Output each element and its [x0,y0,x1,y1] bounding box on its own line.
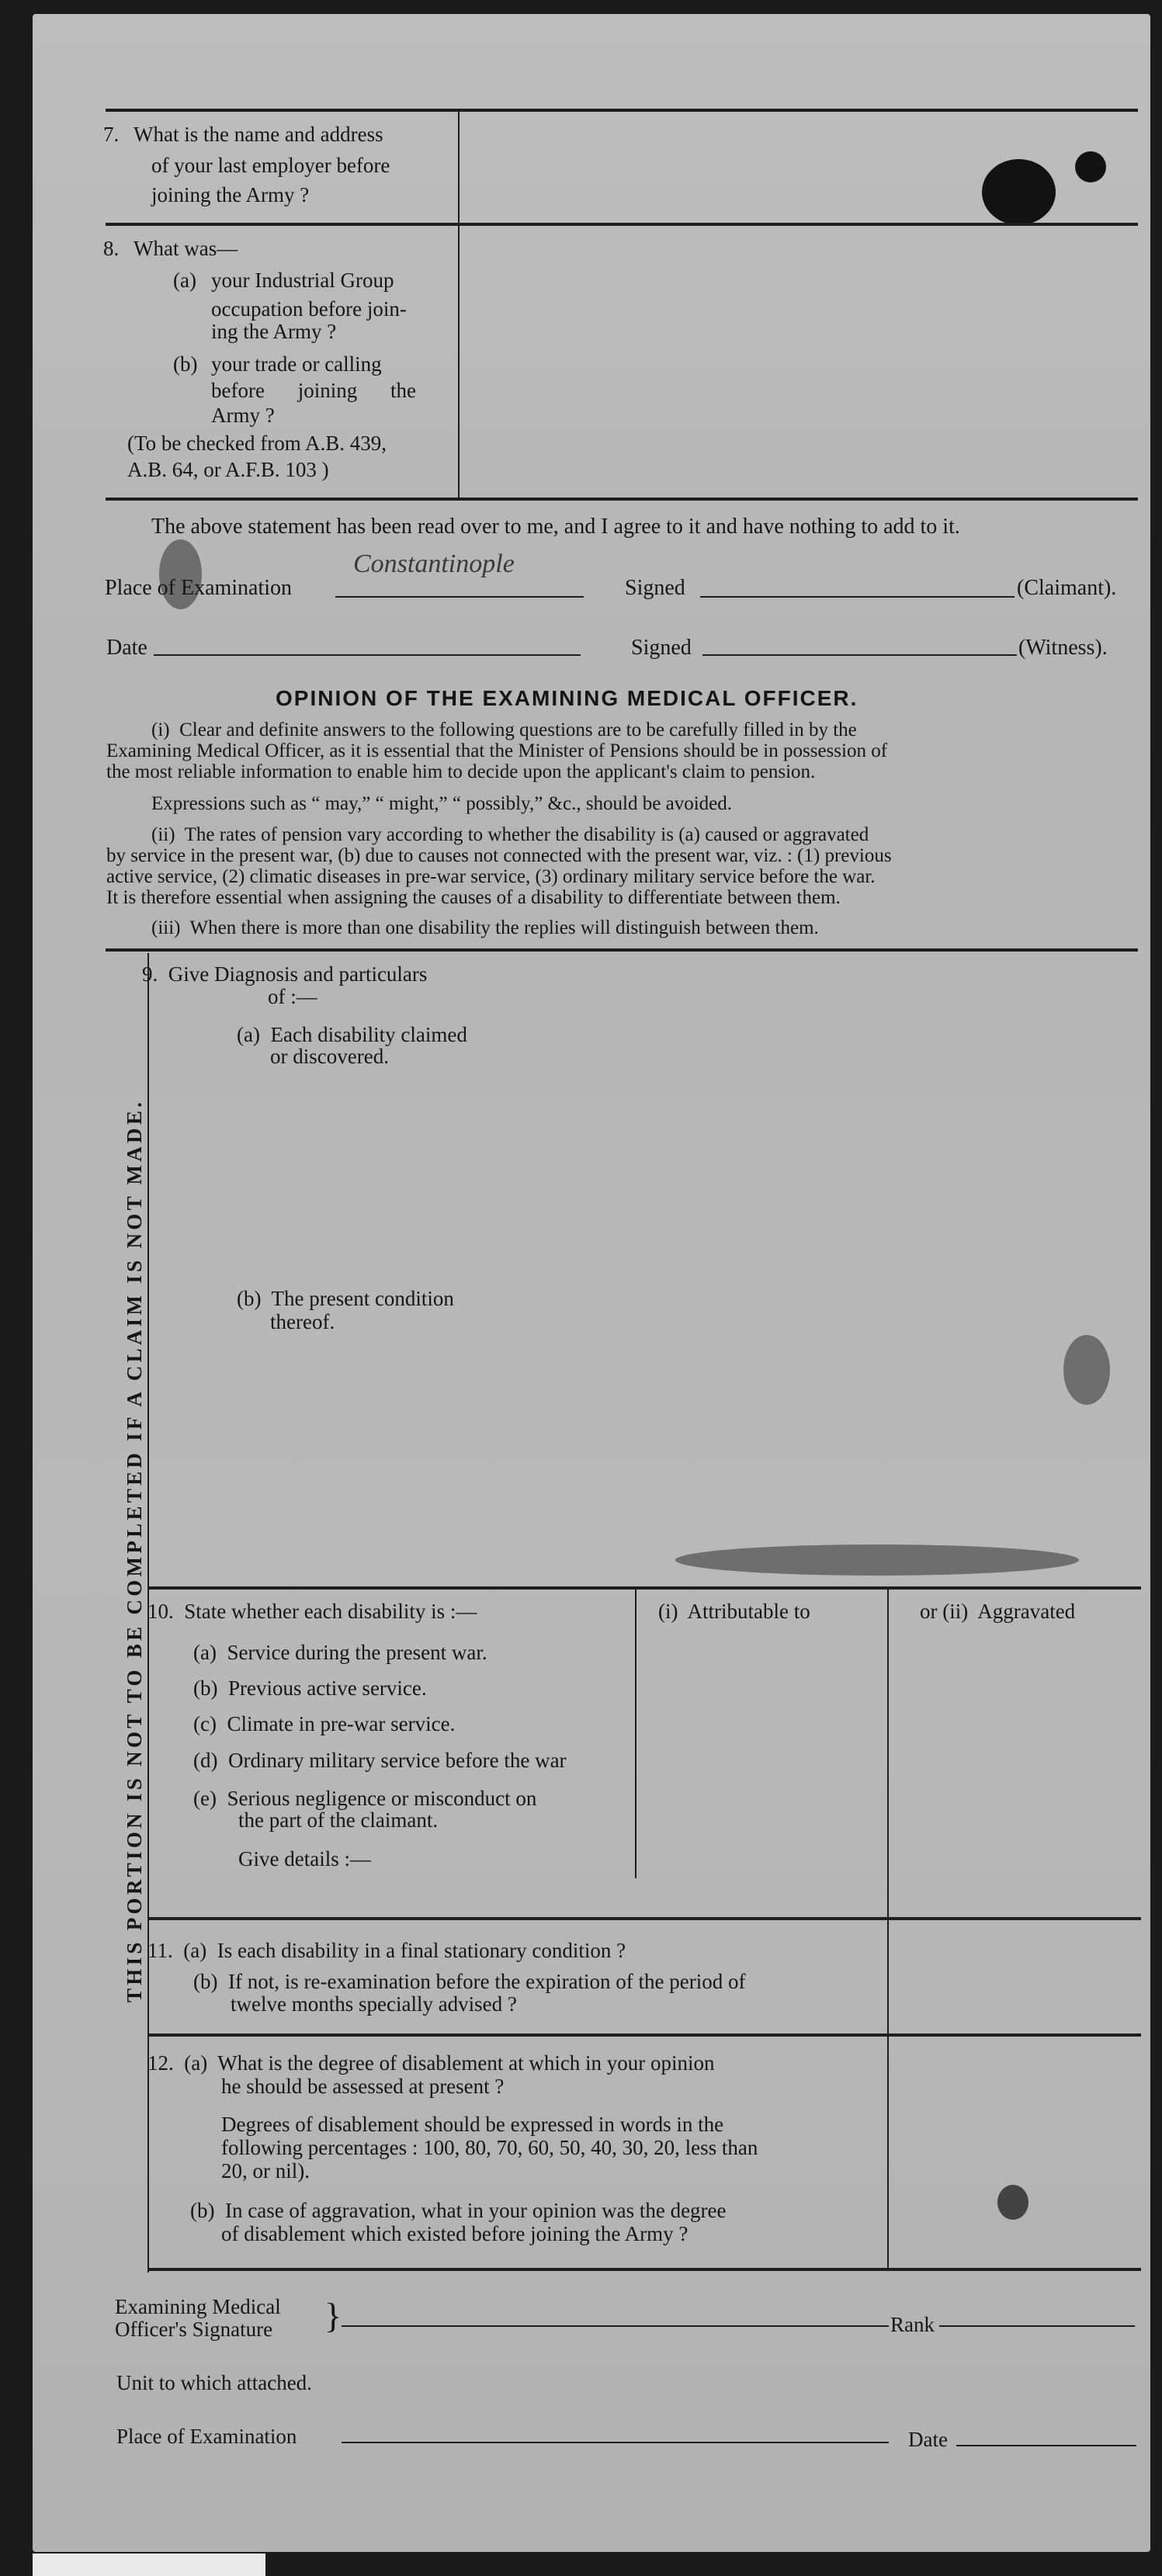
rule-q11-bottom [147,2033,1141,2037]
signed-line-2 [702,654,1017,656]
q10-item-c: (c) Climate in pre-war service. [193,1712,456,1735]
opinion-heading: OPINION OF THE EXAMINING MEDICAL OFFICER. [276,686,858,710]
footer-date-label: Date [908,2428,948,2451]
q12-a-line2: he should be assessed at present ? [221,2075,505,2098]
q12-deg-line1: Degrees of disablement should be expressed in words in the [221,2113,724,2136]
q10-item-e-line2: the part of the claimant. [238,1808,439,1832]
q8-b-marker: (b) [173,352,198,376]
rule-q9-bottom [147,1586,1141,1590]
q7-line3: joining the Army ? [151,183,310,206]
q12-b-line1: (b) In case of aggravation, what in your opinion was the degree [190,2199,727,2222]
q8-intro: What was— [134,237,238,260]
footer-date-line [956,2445,1136,2446]
opinion-p3-line3: active service, (2) climatic diseases in pre-war service, (3) ordinary military service before the war. [106,866,876,887]
q10-item-a: (a) Service during the present war. [193,1641,487,1664]
q7-line1: What is the name and address [134,123,383,146]
rule-q10-col2 [887,1588,889,2269]
unit-label: Unit to which attached. [116,2371,312,2394]
q9-b-line2: thereof. [270,1310,335,1333]
q12-deg-line3: 20, or nil). [221,2159,310,2182]
rank-line [939,2325,1135,2327]
q10-item-d: (d) Ordinary military service before the war [193,1749,567,1772]
opinion-p3-line1: (ii) The rates of pension vary according to whether the disability is (a) caused or aggravated [151,824,869,845]
ink-blot-tiny [997,2185,1028,2220]
signed-line-1 [700,596,1015,598]
ink-blot-small [1075,151,1106,182]
q11-b-line1: (b) If not, is re-examination before the expiration of the period of [193,1970,746,1993]
rule-q8-bottom [106,498,1138,501]
footer-place-line [342,2442,889,2443]
opinion-p1-line1: (i) Clear and definite answers to the following questions are to be carefully filled in by the [151,719,857,740]
q12-deg-line2: following percentages : 100, 80, 70, 60, 50, 40, 30, 20, less than [221,2136,758,2159]
speckle-band [675,1545,1079,1576]
claimant-label: (Claimant). [1017,576,1117,600]
q8-a-line1: your Industrial Group [211,269,394,292]
date-line [154,654,581,656]
q11-b-line2: twelve months specially advised ? [231,1992,517,2016]
ink-blot [982,159,1056,225]
date-label: Date [106,636,147,660]
signed-label-1: Signed [625,576,685,600]
opinion-p3-line4: It is therefore essential when assigning the causes of a disability to differentiate between them. [106,887,841,908]
q8-a-line2: occupation before join- [211,297,407,321]
rule-q12-bottom [147,2268,1141,2271]
speckle-right [1063,1335,1110,1405]
q10-details: Give details :— [238,1847,371,1870]
q9-a-line2: or discovered. [270,1045,389,1068]
q9-line2: of :— [268,985,317,1008]
q9-a-line1: (a) Each disability claimed [237,1023,467,1046]
q12-a-line1: 12. (a) What is the degree of disablement at which in your opinion [147,2051,715,2075]
signed-label-2: Signed [631,636,692,660]
opinion-p2: Expressions such as “ may,” “ might,” “ possibly,” &c., should be avoided. [151,793,732,814]
q7-line2: of your last employer before [151,154,390,177]
witness-label: (Witness). [1018,636,1108,660]
q9-line1: 9. Give Diagnosis and particulars [142,962,428,986]
rule-q7q8-divider [458,109,460,501]
q10-heading: 10. State whether each disability is :— [147,1600,477,1623]
place-handwritten: Constantinople [353,550,515,578]
officer-signature-line [342,2325,889,2327]
scan-edge-strip [33,2553,265,2576]
place-label: Place of Examination [105,576,293,600]
officer-line2: Officer's Signature [115,2318,273,2341]
q8-a-marker: (a) [173,269,196,292]
rank-label: Rank [890,2313,935,2336]
rule-q7-top [106,109,1138,112]
q8-check1: (To be checked from A.B. 439, [127,432,387,455]
side-note: THIS PORTION IS NOT TO BE COMPLETED IF A CLAIM IS NOT MADE. [123,1098,146,2002]
statement: The above statement has been read over to me, and I agree to it and have nothing to add to it. [151,515,960,539]
q9-b-line1: (b) The present condition [237,1287,454,1310]
rule-opinion-bottom [106,948,1138,952]
rule-q10-col1 [635,1588,636,1878]
q8-b-line3: Army ? [211,404,275,427]
rule-q7-q8 [106,223,1138,226]
officer-brace: } [324,2296,342,2335]
opinion-p1-line3: the most reliable information to enable him to decide upon the applicant's claim to pension. [106,761,816,782]
footer-place-label: Place of Examination [116,2425,297,2448]
q8-a-line3: ing the Army ? [211,320,337,343]
q12-b-line2: of disablement which existed before joining the Army ? [221,2222,689,2245]
q11-a: 11. (a) Is each disability in a final stationary condition ? [147,1939,626,1962]
rule-q10-bottom [147,1917,1141,1920]
q8-b-line2: before joining the [211,379,416,402]
officer-line1: Examining Medical [115,2295,281,2318]
q7-number: 7. [103,123,120,146]
opinion-p1-line2: Examining Medical Officer, as it is essential that the Minister of Pensions should be in possession of [106,740,888,761]
form-sheet [33,14,1150,2552]
q8-number: 8. [103,237,120,260]
q10-col2: or (ii) Aggravated [920,1600,1076,1623]
opinion-p4: (iii) When there is more than one disability the replies will distinguish between them. [151,917,819,938]
q10-item-e-line1: (e) Serious negligence or misconduct on [193,1787,537,1810]
place-line [335,596,584,598]
opinion-p3-line2: by service in the present war, (b) due to causes not connected with the present war, viz. : (1) previous [106,845,892,866]
q10-col1: (i) Attributable to [658,1600,810,1623]
q8-b-line1: your trade or calling [211,352,382,376]
q10-item-b: (b) Previous active service. [193,1676,427,1700]
q8-check2: A.B. 64, or A.F.B. 103 ) [127,458,329,481]
